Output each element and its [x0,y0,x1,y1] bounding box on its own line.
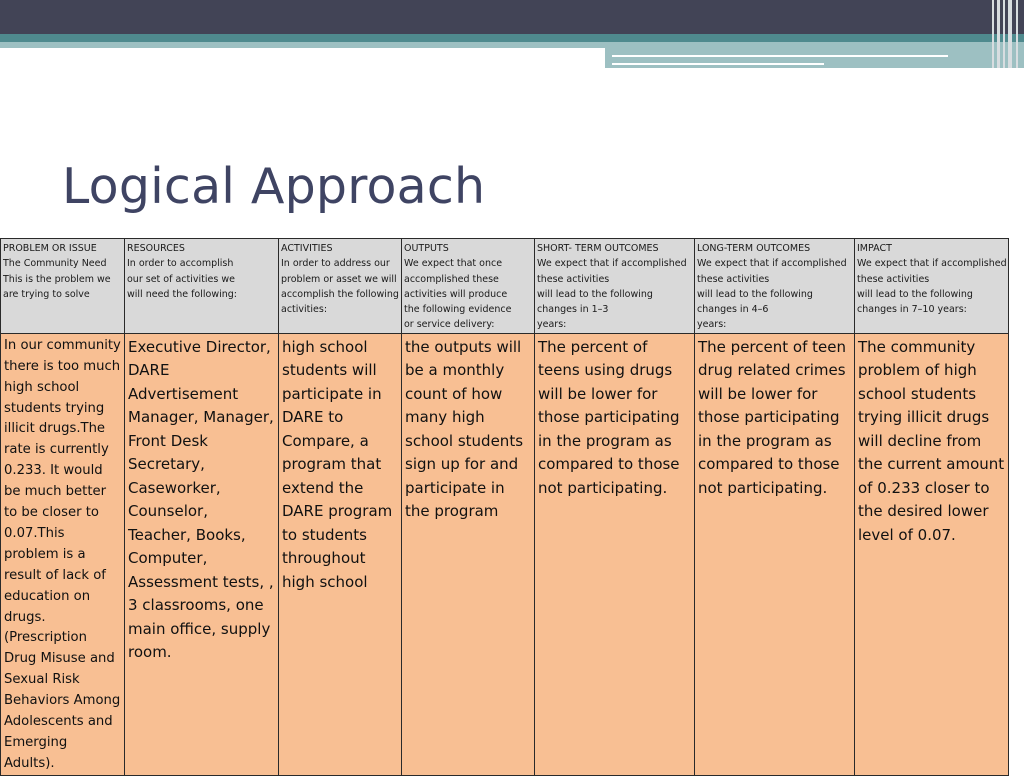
header-line: We expect that if accomplished [537,258,687,270]
header-line: changes in 1–3 [537,304,609,316]
header-impact [855,239,1009,334]
table-header-row [1,239,1009,334]
header-short-term-outcomes [535,239,695,334]
cell-impact [855,333,1009,775]
header-problem [1,239,125,334]
cell-text: the outputs will be a monthly count of how many high school students sign up for and participate in the program [405,337,524,521]
cell-resources [125,333,279,775]
header-line: activities will produce [404,288,508,300]
header-line: changes in 7–10 years: [857,304,967,316]
header-line: the following evidence [404,304,512,316]
header-line: changes in 4–6 [697,304,769,316]
header-title: PROBLEM OR ISSUE [3,243,97,254]
header-line: these activities [697,273,770,285]
header-line: activities: [281,304,328,316]
header-line: are trying to solve [3,288,90,300]
top-decor-bar [0,0,1024,34]
header-line: This is the problem we [3,273,111,285]
cell-text: The percent of teens using drugs will be lower for those participating in the program as compared to those not participating. [538,337,680,497]
header-title: LONG-TERM OUTCOMES [697,243,811,254]
header-line: In order to accomplish [127,258,234,270]
header-line: our set of activities we [127,273,235,285]
cell-outputs [402,333,535,775]
teal-decor-band [0,34,1024,42]
cell-text: The community problem of high school students trying illicit drugs will decline from the current amount of 0.233 closer to the desired lower level of 0.07. [858,337,1005,544]
header-line: accomplished these [404,273,499,285]
header-outputs [402,239,535,334]
header-line: years: [697,319,727,331]
header-line: will lead to the following [697,288,813,300]
decor-stripe [612,63,824,65]
header-line: will lead to the following [537,288,653,300]
logic-model-table [0,238,1009,776]
header-line: will lead to the following [857,288,973,300]
header-line: In order to address our [281,258,390,270]
decor-stripe [612,55,948,57]
header-line: We expect that if accomplished [697,258,847,270]
header-line: years: [537,319,567,331]
header-resources [125,239,279,334]
header-line: will need the following: [127,288,237,300]
cell-text: The percent of teen drug related crimes will be lower for those participating in the program as compared to those not participating. [698,337,846,497]
slide-title: Logical Approach [62,158,486,215]
header-title: SHORT- TERM OUTCOMES [537,243,659,254]
header-activities [279,239,402,334]
header-line: We expect that if accomplished [857,258,1007,270]
header-line: these activities [537,273,610,285]
light-teal-decor-band [0,42,605,48]
cell-text: Executive Director, DARE Advertisement Manager, Manager, Front Desk Secretary, Caseworker, Counselor, Teacher, Books, Computer, Assessment tests, , 3 classrooms, one main office, supply room. [128,337,274,662]
header-long-term-outcomes [695,239,855,334]
cell-activities [279,333,402,775]
header-line: We expect that once [404,258,503,270]
header-line: The Community Need [3,258,107,270]
cell-text: high school students will participate in DARE to Compare, a program that extend the DARE program to students throughout high school [282,337,393,591]
header-line: or service delivery: [404,319,495,331]
header-title: OUTPUTS [404,243,449,254]
cell-short-term-outcomes [535,333,695,775]
header-line: accomplish the following [281,288,399,300]
header-line: problem or asset we will [281,273,397,285]
cell-text: In our community there is too much high school students trying illicit drugs.The rate is currently 0.233. It would be much better to be closer to 0.07.This problem is a result of lack of education on drugs. (Prescription Drug Misuse and Sexual Risk Behaviors Among Adolescents and Emerging Adults). [4,337,121,771]
decor-vertical-lines [992,0,1024,68]
header-title: ACTIVITIES [281,243,333,254]
cell-problem [1,333,125,775]
cell-long-term-outcomes [695,333,855,775]
header-line: these activities [857,273,930,285]
header-title: IMPACT [857,243,892,254]
header-title: RESOURCES [127,243,185,254]
table-body-row [1,333,1009,775]
